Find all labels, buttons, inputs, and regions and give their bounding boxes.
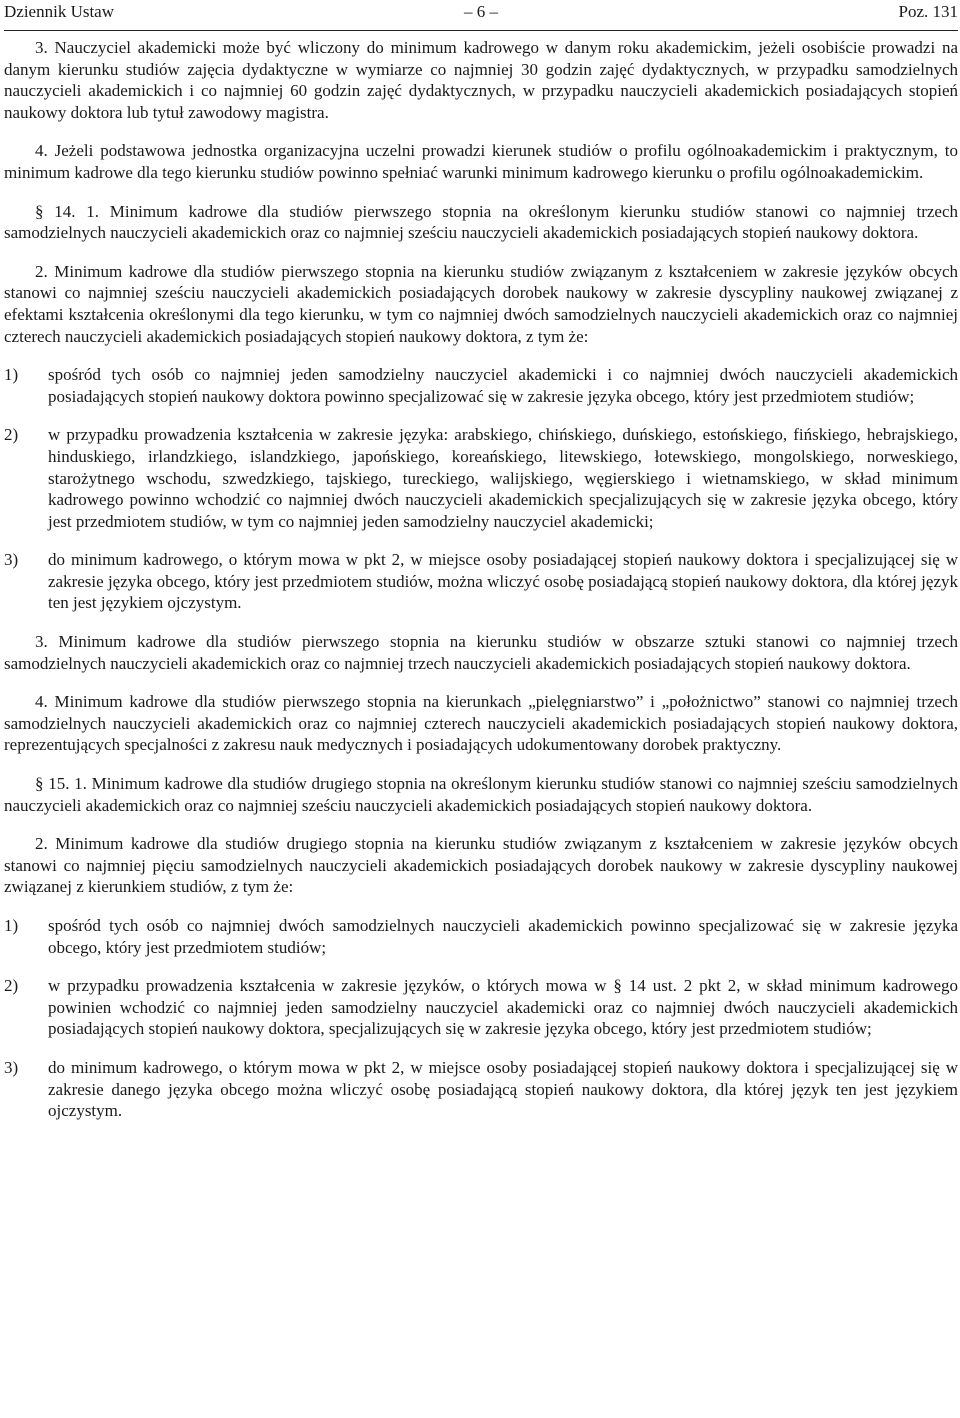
list-item-text: spośród tych osób co najmniej dwóch samodzielnych nauczycieli akademickich powinno specjalizować się w zakresie języka obcego, który jest przedmiotem studiów;: [48, 916, 958, 957]
list-item: [4, 364, 958, 407]
list-item-number: 2): [4, 976, 19, 996]
list-item-number: 2): [4, 425, 19, 445]
position-number: Poz. 131: [898, 2, 958, 21]
document-body: [4, 37, 958, 1122]
journal-title: Dziennik Ustaw: [4, 2, 115, 21]
list-item-text: do minimum kadrowego, o którym mowa w pkt 2, w miejsce osoby posiadającej stopień naukowy doktora i specjalizującej się w zakresie języka obcego, który jest przedmiotem studiów, można wliczyć osobę posiadającą stopień naukowy doktora, dla której język ten jest językiem ojczystym.: [48, 550, 958, 613]
list-item: [4, 424, 958, 532]
paragraph: 2. Minimum kadrowe dla studiów drugiego stopnia na kierunku studiów związanym z kształceniem w zakresie języków obcych stanowi co najmniej pięciu samodzielnych nauczycieli akademickich posiadających dorobek naukowy w zakresie dyscypliny naukowej związanej z kierunkiem studiów, z tym że:: [4, 834, 958, 897]
paragraph: 4. Jeżeli podstawowa jednostka organizacyjna uczelni prowadzi kierunek studiów o profilu ogólnoakademickim i praktycznym, to minimum kadrowe dla tego kierunku studiów powinno spełniać warunki minimum kadrowego kierunku o profilu ogólnoakademickim.: [4, 141, 958, 182]
list-item-text: spośród tych osób co najmniej jeden samodzielny nauczyciel akademicki i co najmniej dwóch nauczycieli akademickich posiadających stopień naukowy doktora powinno specjalizować się w zakresie języka obcego, który jest przedmiotem studiów;: [48, 365, 958, 406]
paragraph: § 15. 1. Minimum kadrowe dla studiów drugiego stopnia na określonym kierunku studiów stanowi co najmniej sześciu samodzielnych nauczycieli akademickich oraz co najmniej sześciu nauczycieli akademickich posiadających stopień naukowy doktora.: [4, 774, 958, 815]
list-item-text: do minimum kadrowego, o którym mowa w pkt 2, w miejsce osoby posiadającej stopień naukowy doktora i specjalizującej się w zakresie danego języka obcego można wliczyć osobę posiadającą stopień naukowy doktora, dla której język ten jest językiem ojczystym.: [48, 1057, 958, 1121]
document-page: [4, 0, 958, 1139]
paragraph: 4. Minimum kadrowe dla studiów pierwszego stopnia na kierunkach „pielęgniarstwo” i „położnictwo” stanowi co najmniej trzech samodzielnych nauczycieli akademickich oraz co najmniej czterech nauczycieli akademickich posiadających stopień naukowy doktora, reprezentujących specjalności z zakresu nauk medycznych i posiadających udokumentowany dorobek praktyczny.: [4, 692, 958, 755]
list-item: [4, 549, 958, 614]
list-item: [4, 915, 958, 958]
page-header: [4, 0, 958, 31]
list-item-text: w przypadku prowadzenia kształcenia w zakresie języków, o których mowa w § 14 ust. 2 pkt 2, w skład minimum kadrowego powinien wchodzić co najmniej jeden samodzielny nauczyciel akademicki oraz co najmniej dwóch nauczycieli akademickich posiadających stopień naukowy doktora, specjalizujących się w zakresie języka obcego, który jest przedmiotem studiów;: [48, 976, 958, 1039]
list-item-number: 3): [4, 1057, 19, 1077]
list-item-number: 1): [4, 365, 19, 385]
paragraph: 3. Nauczyciel akademicki może być wliczony do minimum kadrowego w danym roku akademickim, jeżeli osobiście prowadzi na danym kierunku studiów zajęcia dydaktyczne w wymiarze co najmniej 30 godzin zajęć dydaktycznych, w przypadku samodzielnych nauczycieli akademickich i co najmniej 60 godzin zajęć dydaktycznych, w przypadku nauczycieli akademickich posiadających stopień naukowy doktora lub tytuł zawodowy magistra.: [4, 38, 958, 122]
list-item-number: 3): [4, 550, 19, 570]
list-item-number: 1): [4, 916, 19, 935]
page-number: – 6 –: [464, 2, 498, 21]
list-item-text: w przypadku prowadzenia kształcenia w zakresie języka: arabskiego, chińskiego, duńskiego, estońskiego, fińskiego, hebrajskiego, hinduskiego, irlandzkiego, islandzkiego, japońskiego, koreańskiego, litewskiego, łotewskiego, mongolskiego, norweskiego, starożytnego wschodu, szwedzkiego, tajskiego, tureckiego, walijskiego, węgierskiego i wietnamskiego, w skład minimum kadrowego powinno wchodzić co najmniej dwóch nauczycieli akademickich specjalizujących się w zakresie języka obcego, który jest przedmiotem studiów, w tym co najmniej jeden samodzielny nauczyciel akademicki;: [48, 425, 958, 531]
list-item: [4, 1057, 958, 1122]
paragraph: 3. Minimum kadrowe dla studiów pierwszego stopnia na kierunku studiów w obszarze sztuki stanowi co najmniej trzech samodzielnych nauczycieli akademickich oraz co najmniej trzech nauczycieli akademickich posiadających stopień naukowy doktora.: [4, 632, 958, 673]
list-item: [4, 975, 958, 1040]
paragraph: § 14. 1. Minimum kadrowe dla studiów pierwszego stopnia na określonym kierunku studiów stanowi co najmniej trzech samodzielnych nauczycieli akademickich oraz co najmniej sześciu nauczycieli akademickich posiadających stopień naukowy doktora.: [4, 201, 958, 243]
paragraph: 2. Minimum kadrowe dla studiów pierwszego stopnia na kierunku studiów związanym z kształceniem w zakresie języków obcych stanowi co najmniej sześciu nauczycieli akademickich posiadających dorobek naukowy w zakresie dyscypliny naukowej związanej z efektami kształcenia określonymi dla tego kierunku, w tym co najmniej dwóch samodzielnych nauczycieli akademickich oraz co najmniej czterech nauczycieli akademickich posiadających stopień naukowy doktora, z tym że:: [4, 261, 958, 346]
